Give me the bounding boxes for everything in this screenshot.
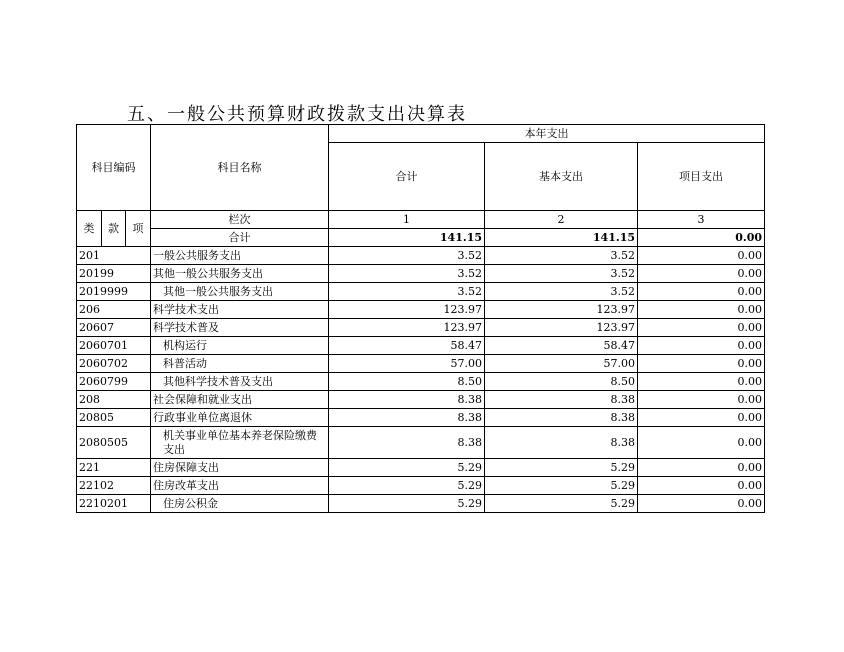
header-total: 合计 (329, 143, 485, 211)
row-code: 20805 (77, 409, 151, 427)
row-project: 0.00 (638, 459, 765, 477)
row-basic: 123.97 (485, 319, 638, 337)
row-total: 123.97 (329, 301, 485, 319)
table-row (77, 283, 765, 301)
row-project: 0.00 (638, 477, 765, 495)
row-name: 住房公积金 (151, 495, 329, 513)
row-code: 2060799 (77, 373, 151, 391)
row-basic: 58.47 (485, 337, 638, 355)
row-project: 0.00 (638, 247, 765, 265)
row-total: 3.52 (329, 247, 485, 265)
header-kuan: 款 (102, 211, 126, 247)
row-project: 0.00 (638, 301, 765, 319)
table-row (77, 301, 765, 319)
table-row (77, 265, 765, 283)
row-name: 住房改革支出 (151, 477, 329, 495)
table-row (77, 409, 765, 427)
table-row (77, 459, 765, 477)
col-index-2: 2 (485, 211, 638, 229)
row-total: 123.97 (329, 319, 485, 337)
row-basic: 8.38 (485, 391, 638, 409)
row-basic: 8.38 (485, 409, 638, 427)
row-total: 8.38 (329, 409, 485, 427)
row-total: 8.38 (329, 391, 485, 409)
row-name: 机关事业单位基本养老保险缴费支出 (151, 427, 329, 459)
row-code: 2080505 (77, 427, 151, 459)
header-xiang: 项 (126, 211, 151, 247)
row-code: 2210201 (77, 495, 151, 513)
row-name: 一般公共服务支出 (151, 247, 329, 265)
table-row (77, 247, 765, 265)
row-code: 221 (77, 459, 151, 477)
row-basic: 5.29 (485, 459, 638, 477)
col-index-3: 3 (638, 211, 765, 229)
row-basic: 3.52 (485, 265, 638, 283)
row-name: 机构运行 (151, 337, 329, 355)
row-code: 22102 (77, 477, 151, 495)
header-code: 科目编码 (77, 125, 151, 211)
header-lanci: 栏次 (151, 211, 329, 229)
row-total: 5.29 (329, 495, 485, 513)
row-basic: 8.38 (485, 427, 638, 459)
table-row (77, 495, 765, 513)
row-name: 行政事业单位离退休 (151, 409, 329, 427)
row-total: 8.38 (329, 427, 485, 459)
table-row (77, 391, 765, 409)
row-basic: 5.29 (485, 477, 638, 495)
row-project: 0.00 (638, 391, 765, 409)
row-name: 科学技术普及 (151, 319, 329, 337)
row-name: 其他一般公共服务支出 (151, 283, 329, 301)
expenditure-table (76, 124, 765, 513)
row-code: 2060702 (77, 355, 151, 373)
table-row (77, 355, 765, 373)
header-current-year: 本年支出 (329, 125, 765, 143)
row-basic: 123.97 (485, 301, 638, 319)
row-code: 2019999 (77, 283, 151, 301)
table-row (77, 427, 765, 459)
row-total: 8.50 (329, 373, 485, 391)
total-row-basic: 141.15 (485, 229, 638, 247)
table-row (77, 477, 765, 495)
table-row (77, 319, 765, 337)
row-basic: 3.52 (485, 247, 638, 265)
header-project: 项目支出 (638, 143, 765, 211)
table-row (77, 337, 765, 355)
header-lei: 类 (77, 211, 102, 247)
row-project: 0.00 (638, 337, 765, 355)
total-row-total: 141.15 (329, 229, 485, 247)
row-name: 科普活动 (151, 355, 329, 373)
row-total: 5.29 (329, 459, 485, 477)
row-name: 社会保障和就业支出 (151, 391, 329, 409)
header-basic: 基本支出 (485, 143, 638, 211)
total-row-project: 0.00 (638, 229, 765, 247)
row-name: 住房保障支出 (151, 459, 329, 477)
row-code: 2060701 (77, 337, 151, 355)
table-row (77, 373, 765, 391)
row-project: 0.00 (638, 495, 765, 513)
total-row-label: 合计 (151, 229, 329, 247)
row-project: 0.00 (638, 355, 765, 373)
row-total: 57.00 (329, 355, 485, 373)
row-project: 0.00 (638, 427, 765, 459)
row-name: 科学技术支出 (151, 301, 329, 319)
row-code: 20607 (77, 319, 151, 337)
row-total: 3.52 (329, 265, 485, 283)
row-code: 20199 (77, 265, 151, 283)
row-basic: 3.52 (485, 283, 638, 301)
row-code: 208 (77, 391, 151, 409)
row-code: 201 (77, 247, 151, 265)
row-total: 3.52 (329, 283, 485, 301)
row-project: 0.00 (638, 319, 765, 337)
row-total: 58.47 (329, 337, 485, 355)
row-basic: 5.29 (485, 495, 638, 513)
row-project: 0.00 (638, 283, 765, 301)
row-name: 其他一般公共服务支出 (151, 265, 329, 283)
row-project: 0.00 (638, 265, 765, 283)
row-project: 0.00 (638, 373, 765, 391)
page-title: 五、一般公共预算财政拨款支出决算表 (127, 104, 467, 125)
row-name: 其他科学技术普及支出 (151, 373, 329, 391)
row-basic: 57.00 (485, 355, 638, 373)
row-basic: 8.50 (485, 373, 638, 391)
row-project: 0.00 (638, 409, 765, 427)
row-total: 5.29 (329, 477, 485, 495)
row-code: 206 (77, 301, 151, 319)
header-name: 科目名称 (151, 125, 329, 211)
col-index-1: 1 (329, 211, 485, 229)
